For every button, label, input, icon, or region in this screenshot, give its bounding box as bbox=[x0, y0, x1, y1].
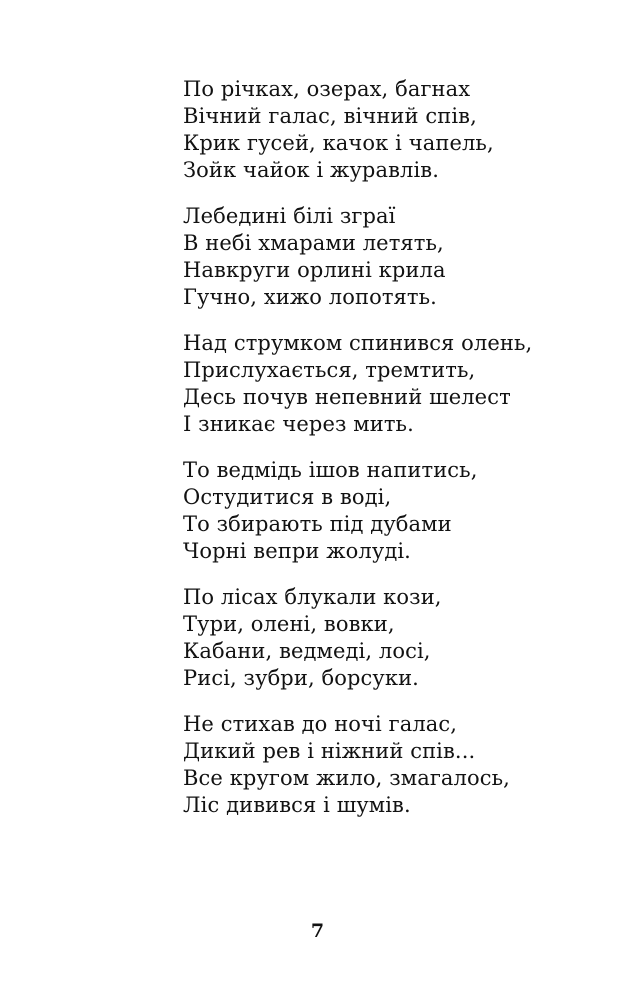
poem-line: Зойк чайок і журавлів. bbox=[183, 158, 439, 182]
poem-line: Остудитися в воді, bbox=[183, 485, 392, 509]
poem-line: То ведмідь ішов напитись, bbox=[183, 458, 478, 482]
poem-line: І зникає через мить. bbox=[183, 412, 414, 436]
poem-line: Лебедині білі зграї bbox=[183, 204, 396, 228]
poem-line: Крик гусей, качок і чапель, bbox=[183, 131, 494, 155]
poem-line: Гучно, хижо лопотять. bbox=[183, 285, 437, 309]
poem-line: То збирають під дубами bbox=[183, 512, 452, 536]
poem-line: Все кругом жило, змагалось, bbox=[183, 766, 510, 790]
poem-line: Кабани, ведмеді, лосі, bbox=[183, 639, 431, 663]
stanza bbox=[183, 711, 532, 819]
stanza bbox=[183, 457, 532, 565]
poem-line: Дикий рев і ніжний спів... bbox=[183, 739, 476, 763]
poem-line: По лісах блукали кози, bbox=[183, 585, 442, 609]
poem-line: Вічний галас, вічний спів, bbox=[183, 104, 477, 128]
poem-line: Ліс дивився і шумів. bbox=[183, 793, 411, 817]
poem-line: Над струмком спинився олень, bbox=[183, 331, 533, 355]
stanza bbox=[183, 330, 532, 438]
poem-line: Тури, олені, вовки, bbox=[183, 612, 395, 636]
poem-body bbox=[183, 76, 532, 838]
poem-line: Чорні вепри жолуді. bbox=[183, 539, 411, 563]
poem-line: Десь почув непевний шелест bbox=[183, 385, 511, 409]
stanza bbox=[183, 584, 532, 692]
poem-line: В небі хмарами летять, bbox=[183, 231, 444, 255]
poem-line: Рисі, зубри, борсуки. bbox=[183, 666, 419, 690]
stanza bbox=[183, 203, 532, 311]
poem-line: Навкруги орлині крила bbox=[183, 258, 446, 282]
poem-line: Прислухається, тремтить, bbox=[183, 358, 476, 382]
stanza bbox=[183, 76, 532, 184]
poem-line: По річках, озерах, багнах bbox=[183, 77, 471, 101]
page-number: 7 bbox=[310, 920, 325, 942]
poem-line: Не стихав до ночі галас, bbox=[183, 712, 458, 736]
